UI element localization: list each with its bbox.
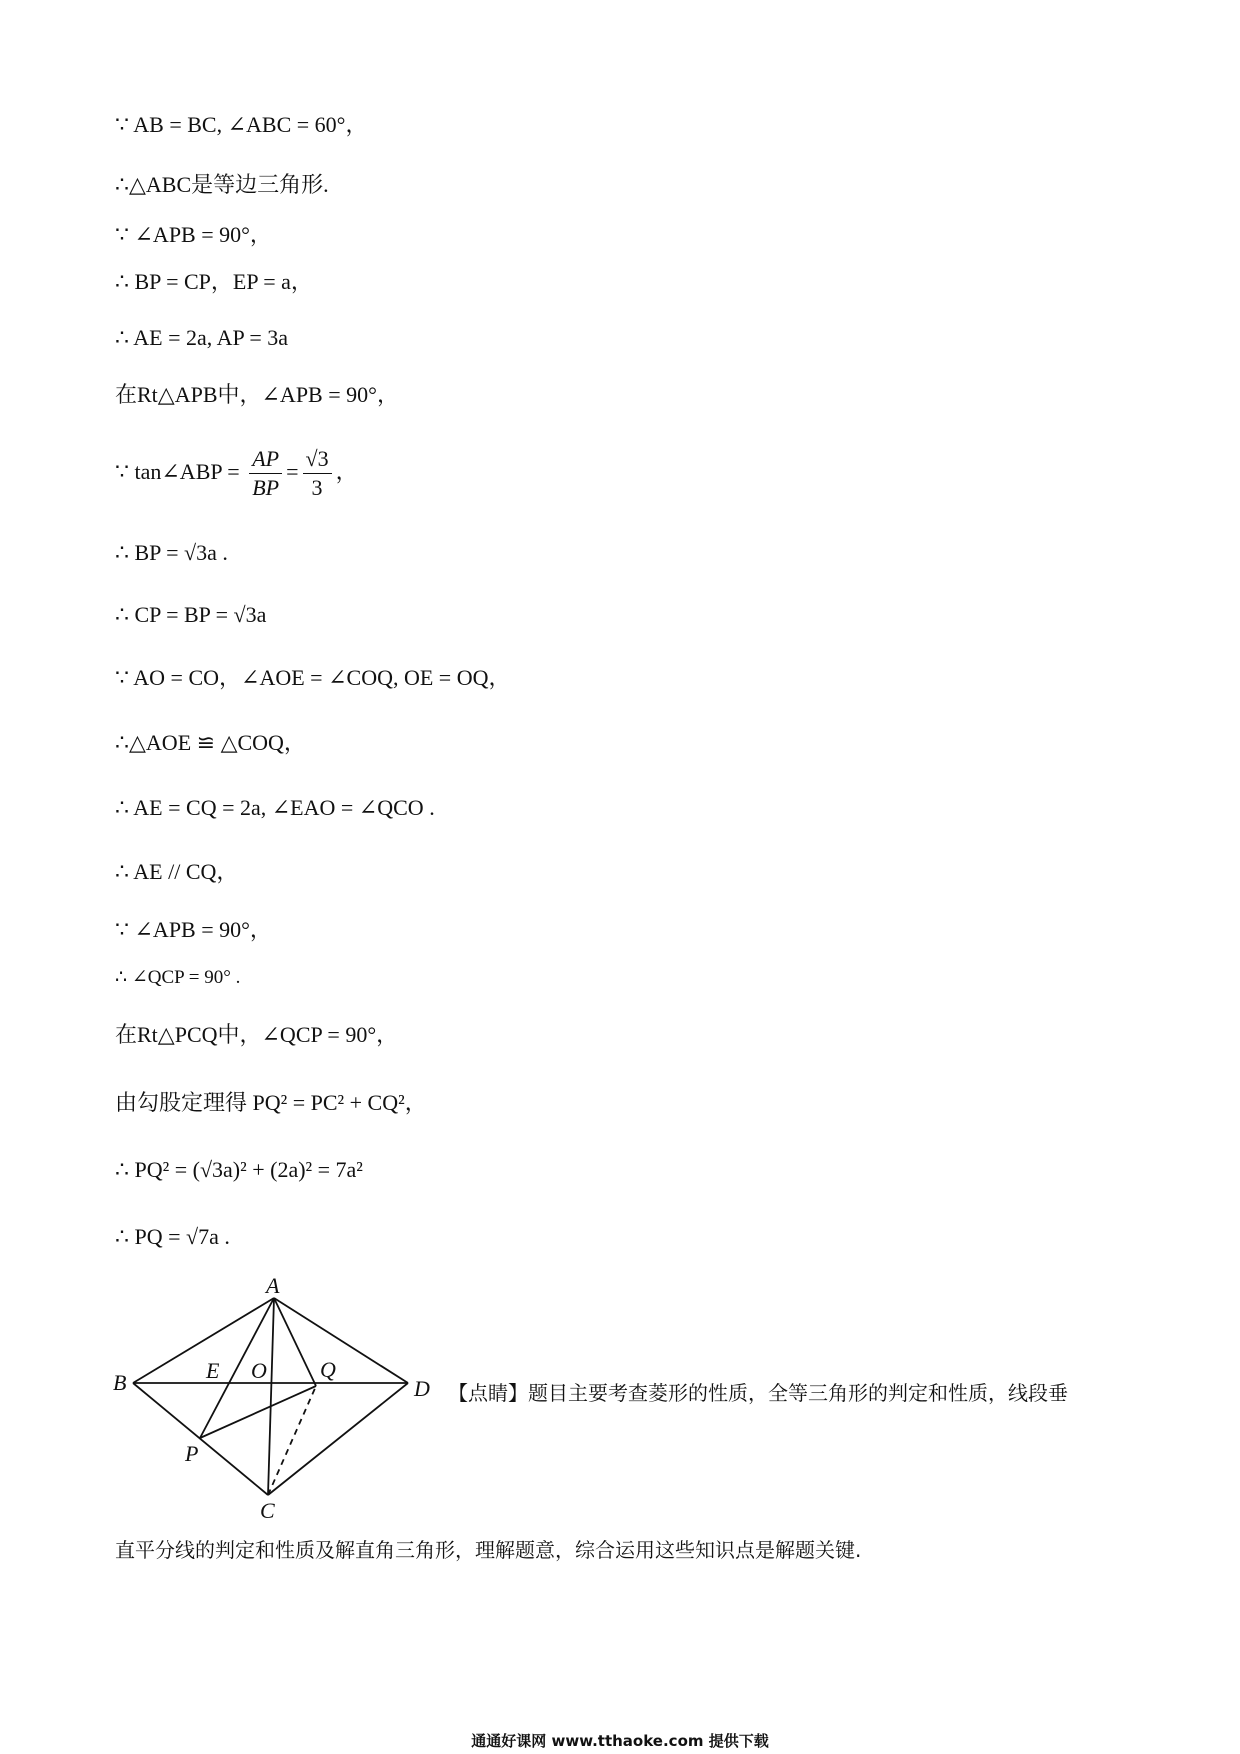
solution-line-19: ∴ PQ = √7a . — [115, 1224, 230, 1249]
solution-line-1: ∵ AB = BC, ∠ABC = 60°， — [115, 112, 368, 137]
solution-line-4: ∴ BP = CP，EP = a， — [115, 269, 313, 294]
rhombus-figure — [108, 1278, 438, 1518]
solution-line-11: ∴△AOE ≌ △COQ， — [115, 730, 306, 755]
page-footer: 通通好课网 www.tthaoke.com 提供下载 — [471, 1732, 769, 1750]
solution-line-17: 由勾股定理得 PQ² = PC² + CQ²， — [115, 1090, 427, 1115]
solution-line-9: ∴ CP = BP = √3a — [115, 602, 267, 627]
fraction-denominator: 3 — [311, 475, 323, 501]
solution-line-7: ∵ tan∠ABP = $\frac{AP}{BP}$ = $\frac{√3}{3}$ ， — [115, 446, 358, 501]
label-b: B — [113, 1370, 127, 1395]
label-o: O — [251, 1358, 267, 1383]
label-p: P — [185, 1441, 199, 1466]
label-a: A — [266, 1278, 280, 1298]
label-e: E — [206, 1358, 220, 1383]
solution-line-13: ∴ AE // CQ， — [115, 859, 239, 884]
segment-pq — [200, 1386, 316, 1438]
solution-line-2: ∴△ABC是等边三角形. — [115, 172, 329, 197]
solution-line-3: ∵ ∠APB = 90°， — [115, 222, 272, 247]
solution-line-16: 在Rt△PCQ中，∠QCP = 90°， — [115, 1022, 399, 1047]
key-point-note-part2: 直平分线的判定和性质及解直角三角形，理解题意，综合运用这些知识点是解题关键. — [115, 1538, 862, 1562]
solution-line-14: ∵ ∠APB = 90°， — [115, 917, 272, 942]
fraction-denominator: BP — [252, 475, 280, 501]
tan-tail: ， — [335, 459, 358, 484]
fraction-numerator: √3 — [303, 445, 332, 474]
tan-prefix: ∵ tan∠ABP = — [115, 459, 246, 484]
solution-line-15: ∴ ∠QCP = 90° . — [115, 967, 241, 988]
label-q: Q — [320, 1357, 336, 1382]
side-bc — [133, 1383, 268, 1495]
solution-line-8: ∴ BP = √3a . — [115, 540, 228, 565]
fraction-numerator: AP — [249, 445, 282, 474]
label-c: C — [260, 1498, 275, 1518]
solution-line-6: 在Rt△APB中，∠APB = 90°， — [115, 382, 399, 407]
solution-line-5: ∴ AE = 2a, AP = 3a — [115, 325, 289, 350]
solution-line-10: ∵ AO = CO，∠AOE = ∠COQ, OE = OQ， — [115, 665, 511, 690]
side-dc — [268, 1383, 408, 1495]
solution-line-18: ∴ PQ² = (√3a)² + (2a)² = 7a² — [115, 1157, 363, 1182]
label-d: D — [414, 1376, 430, 1401]
solution-line-12: ∴ AE = CQ = 2a, ∠EAO = ∠QCO . — [115, 795, 435, 820]
diagonal-ac — [268, 1298, 274, 1495]
key-point-note-part1: 【点睛】题目主要考查菱形的性质，全等三角形的判定和性质，线段垂 — [448, 1381, 1068, 1405]
fraction-root3-over-3 — [303, 445, 332, 502]
segment-cq-dashed — [268, 1386, 316, 1495]
fraction-ap-bp — [249, 445, 282, 502]
